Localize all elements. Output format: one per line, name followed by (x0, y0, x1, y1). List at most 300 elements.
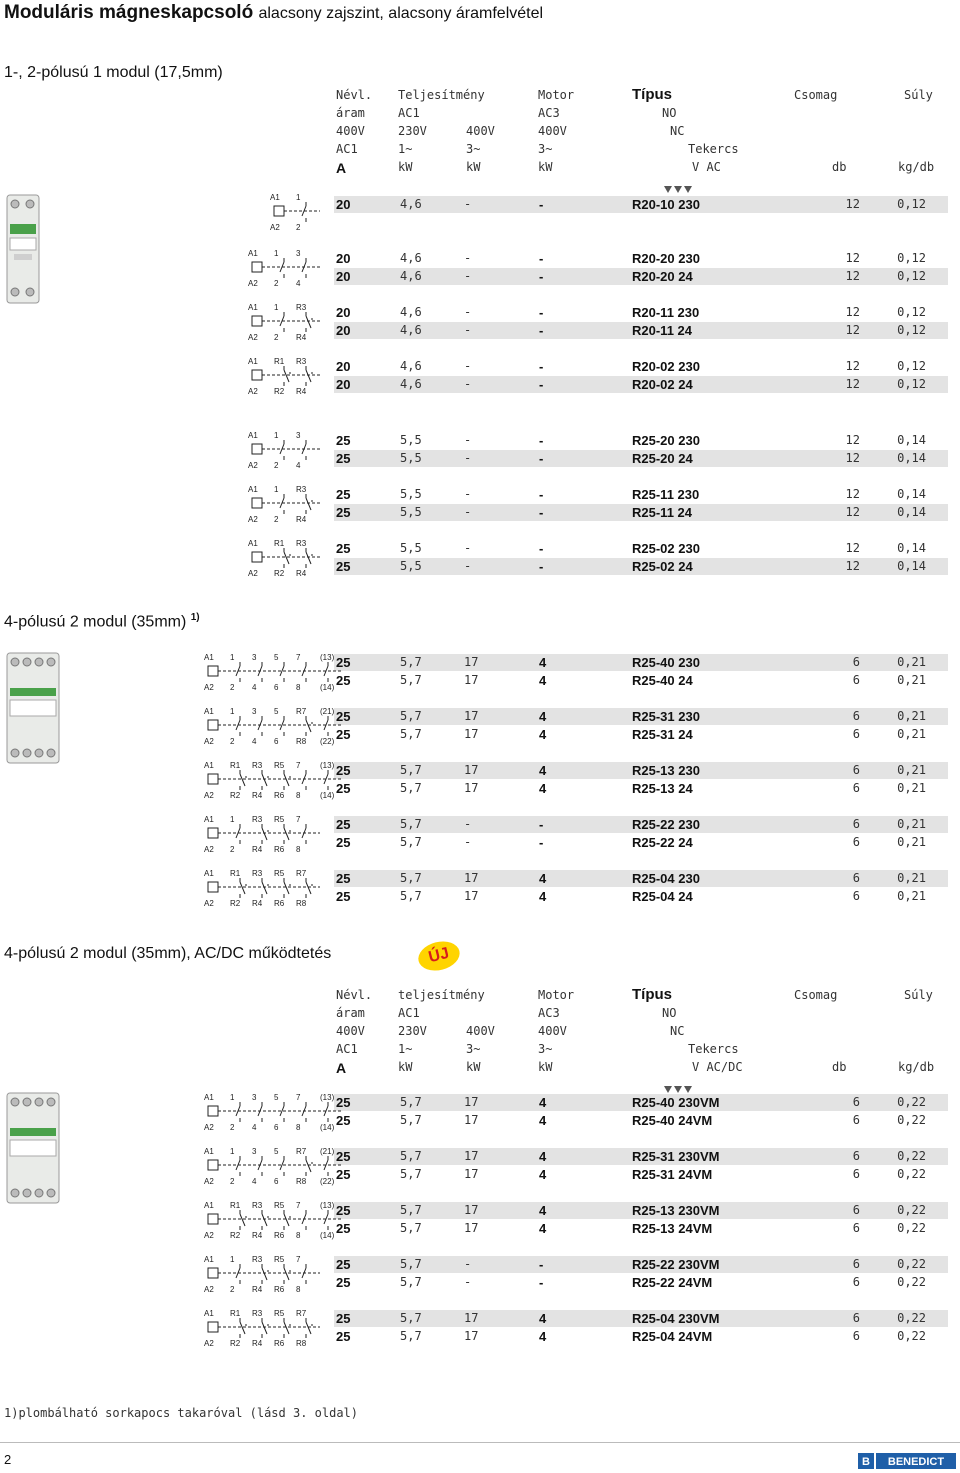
cell-qty: 12 (845, 269, 860, 283)
cell-amp: 25 (336, 433, 351, 448)
cell-wt: 0,12 (897, 377, 926, 391)
diagram-terminal-label: R6 (274, 845, 285, 854)
diagram-line (306, 882, 311, 894)
header-col3-line: 400V (466, 124, 495, 138)
cell-p2: 17 (464, 1329, 479, 1343)
header-col4-line: AC3 (538, 1006, 560, 1020)
cell-amp: 20 (336, 251, 351, 266)
diagram-line (306, 720, 311, 732)
header-col3-line: 3~ (466, 142, 481, 156)
header-col4-line: kW (538, 1060, 553, 1074)
cell-wt: 0,22 (897, 1221, 926, 1235)
cell-p2: - (464, 269, 472, 283)
diagram-terminal-label: R2 (230, 1339, 241, 1348)
cell-wt: 0,22 (897, 1203, 926, 1217)
cell-qty: 6 (852, 763, 860, 777)
header-col2-line: kW (398, 1060, 413, 1074)
cell-wt: 0,14 (897, 451, 926, 465)
diagram-terminal-label: 2 (230, 1285, 235, 1294)
table-row (334, 450, 948, 467)
cell-qty: 6 (852, 1275, 860, 1289)
diagram-line (240, 882, 245, 894)
table-row (334, 1202, 948, 1219)
diagram-terminal-label: (14) (320, 1231, 335, 1240)
cell-wt: 0,21 (897, 835, 926, 849)
cell-wt: 0,14 (897, 541, 926, 555)
table-row (334, 358, 948, 375)
diagram-terminal-label: A1 (248, 357, 258, 366)
cell-p1: 4,6 (400, 305, 422, 319)
header-col3-line: kW (466, 1060, 481, 1074)
header-type-line: NO (662, 106, 677, 120)
header-col1-line: áram (336, 1006, 365, 1020)
header-col1-line: 400V (336, 1024, 365, 1038)
diagram-terminal-label: A1 (248, 485, 258, 494)
diagram-terminal-label: A2 (270, 223, 280, 232)
section-title-text: 1-, 2-pólusú 1 modul (17,5mm) (4, 64, 223, 81)
coil-symbol (208, 1160, 218, 1170)
diagram-terminal-label: R4 (252, 1339, 263, 1348)
table-row (334, 1112, 948, 1129)
cell-amp: 25 (336, 559, 351, 574)
header-col2-line: kW (398, 160, 413, 174)
cell-wt: 0,22 (897, 1095, 926, 1109)
cell-typ: R25-20 24 (632, 451, 693, 466)
diagram-terminal-label: R5 (274, 1309, 285, 1318)
cell-wt: 0,21 (897, 727, 926, 741)
diagram-terminal-label: R4 (252, 899, 263, 908)
cell-qty: 6 (852, 817, 860, 831)
table-row (334, 196, 948, 213)
diagram-terminal-label: 6 (274, 1123, 279, 1132)
header-col2-line: AC1 (398, 106, 420, 120)
diagram-terminal-label: R4 (252, 1231, 263, 1240)
diagram-terminal-label: A1 (204, 1147, 214, 1156)
cell-amp: 25 (336, 1149, 351, 1164)
header-col4-line: Motor (538, 88, 575, 102)
product-image-2-module (6, 652, 60, 764)
diagram-terminal-label: A1 (204, 653, 214, 662)
cell-wt: 0,12 (897, 323, 926, 337)
table-row (334, 1148, 948, 1165)
new-badge: ÚJ (415, 937, 463, 974)
diagram-terminal-label: A1 (204, 1309, 214, 1318)
diagram-terminal-label: A1 (248, 431, 258, 440)
diagram-terminal-label: R1 (274, 357, 285, 366)
diagram-line (306, 498, 311, 510)
cell-typ: R25-13 230VM (632, 1203, 720, 1218)
svg-text:B: B (862, 1456, 870, 1468)
diagram-terminal-label: A1 (248, 249, 258, 258)
header-type-line: NC (670, 1024, 685, 1038)
title-subtitle: alacsony zajszint, alacsony áramfelvétel (258, 5, 544, 22)
header-col2-line: 1~ (398, 142, 413, 156)
header-col2-line: AC1 (398, 1006, 420, 1020)
cell-p1: 5,5 (400, 559, 422, 573)
diagram-terminal-label: R1 (230, 1309, 241, 1318)
header-col4-line: 3~ (538, 142, 553, 156)
diagram-terminal-label: A2 (248, 279, 258, 288)
cell-qty: 12 (845, 305, 860, 319)
cell-qty: 6 (852, 1257, 860, 1271)
diagram-terminal-label: R5 (274, 761, 285, 770)
diagram-terminal-label: 2 (230, 737, 235, 746)
diagram-terminal-label: (13) (320, 653, 335, 662)
header-type-line: V AC/DC (692, 1060, 743, 1074)
cell-mot: - (539, 305, 544, 320)
cell-p1: 5,7 (400, 655, 422, 669)
header-col1-line: Névl. (336, 988, 373, 1002)
table-row (334, 504, 948, 521)
header-arrow-icon (684, 1086, 692, 1093)
diagram-terminal-label: R4 (296, 515, 307, 524)
diagram-terminal-label: A2 (204, 899, 214, 908)
coil-symbol (208, 882, 218, 892)
cell-mot: - (539, 835, 544, 850)
cell-p1: 4,6 (400, 269, 422, 283)
cell-mot: 4 (539, 709, 547, 724)
contact-diagram (204, 1308, 324, 1348)
cell-wt: 0,12 (897, 269, 926, 283)
diagram-terminal-label: (14) (320, 1123, 335, 1132)
diagram-line (240, 1322, 245, 1334)
table-row (334, 672, 948, 689)
diagram-terminal-label: R6 (274, 791, 285, 800)
header-col3-line: 3~ (466, 1042, 481, 1056)
diagram-terminal-label: 4 (296, 461, 301, 470)
cell-qty: 12 (845, 433, 860, 447)
diagram-terminal-label: R6 (274, 1339, 285, 1348)
coil-symbol (208, 774, 218, 784)
diagram-terminal-label: 8 (296, 683, 301, 692)
cell-qty: 6 (852, 1095, 860, 1109)
diagram-terminal-label: (13) (320, 1093, 335, 1102)
diagram-terminal-label: 8 (296, 791, 301, 800)
diagram-terminal-label: A2 (204, 1285, 214, 1294)
header-arrow-icon (664, 1086, 672, 1093)
diagram-terminal-label: R2 (230, 899, 241, 908)
header-col1-line: AC1 (336, 1042, 358, 1056)
header-weight-unit: kg/db (898, 1060, 935, 1074)
coil-symbol (274, 206, 284, 216)
diagram-terminal-label: R3 (296, 303, 307, 312)
table-row (334, 780, 948, 797)
cell-mot: 4 (539, 1221, 547, 1236)
diagram-terminal-label: A2 (248, 515, 258, 524)
table-row (334, 1274, 948, 1291)
cell-mot: - (539, 1257, 544, 1272)
cell-qty: 12 (845, 505, 860, 519)
diagram-line (284, 370, 289, 382)
cell-p1: 5,7 (400, 781, 422, 795)
cell-p1: 5,5 (400, 505, 422, 519)
cell-typ: R25-20 230 (632, 433, 700, 448)
cell-p1: 5,7 (400, 1113, 422, 1127)
cell-p2: - (464, 433, 472, 447)
footnote: 1)plombálható sorkapocs takaróval (lásd 3. oldal) (4, 1406, 359, 1420)
cell-p2: 17 (464, 1167, 479, 1181)
diagram-terminal-label: R8 (296, 1177, 307, 1186)
cell-qty: 6 (852, 655, 860, 669)
diagram-line (284, 1268, 289, 1280)
diagram-terminal-label: R7 (296, 1309, 307, 1318)
table-row (334, 834, 948, 851)
diagram-line (262, 882, 267, 894)
cell-p2: - (464, 377, 472, 391)
cell-p2: - (464, 505, 472, 519)
cell-typ: R20-02 24 (632, 377, 693, 392)
contact-diagram (204, 706, 346, 746)
diagram-terminal-label: 1 (230, 1147, 235, 1156)
cell-amp: 25 (336, 763, 351, 778)
cell-p1: 4,6 (400, 251, 422, 265)
cell-typ: R25-40 230VM (632, 1095, 720, 1110)
coil-symbol (208, 828, 218, 838)
cell-p2: - (464, 359, 472, 373)
diagram-terminal-label: R1 (230, 1201, 241, 1210)
diagram-line (284, 552, 289, 564)
cell-mot: 4 (539, 1167, 547, 1182)
header-col4-line: 400V (538, 124, 567, 138)
cell-p2: 17 (464, 655, 479, 669)
header-col2-line: 1~ (398, 1042, 413, 1056)
cell-qty: 6 (852, 1167, 860, 1181)
cell-typ: R25-04 230VM (632, 1311, 720, 1326)
cell-amp: 25 (336, 1329, 351, 1344)
header-type-line: Típus (632, 986, 672, 1003)
coil-symbol (208, 1106, 218, 1116)
cell-mot: - (539, 251, 544, 266)
cell-typ: R25-31 24 (632, 727, 693, 742)
cell-p1: 5,7 (400, 1311, 422, 1325)
cell-p1: 5,7 (400, 709, 422, 723)
table-row (334, 1166, 948, 1183)
diagram-terminal-label: R2 (274, 569, 285, 578)
diagram-terminal-label: R1 (274, 539, 285, 548)
diagram-terminal-label: 2 (230, 1123, 235, 1132)
diagram-line (262, 1214, 267, 1226)
table-row (334, 1094, 948, 1111)
cell-amp: 20 (336, 323, 351, 338)
cell-p1: 5,7 (400, 727, 422, 741)
table-row (334, 888, 948, 905)
cell-p1: 5,7 (400, 763, 422, 777)
cell-wt: 0,22 (897, 1149, 926, 1163)
diagram-terminal-label: R8 (296, 737, 307, 746)
diagram-terminal-label: R3 (296, 357, 307, 366)
cell-typ: R25-11 24 (632, 505, 692, 520)
cell-p1: 4,6 (400, 377, 422, 391)
diagram-terminal-label: 5 (274, 653, 279, 662)
diagram-terminal-label: A1 (204, 1093, 214, 1102)
diagram-terminal-label: R6 (274, 1285, 285, 1294)
header-arrow-icon (674, 1086, 682, 1093)
cell-typ: R25-02 24 (632, 559, 693, 574)
cell-p1: 4,6 (400, 197, 422, 211)
diagram-terminal-label: (22) (320, 737, 335, 746)
cell-p2: - (464, 323, 472, 337)
cell-qty: 12 (845, 451, 860, 465)
cell-mot: 4 (539, 871, 547, 886)
diagram-terminal-label: 5 (274, 1147, 279, 1156)
contact-diagram (204, 868, 324, 908)
cell-amp: 20 (336, 269, 351, 284)
diagram-terminal-label: 3 (252, 707, 257, 716)
diagram-terminal-label: 3 (252, 1093, 257, 1102)
diagram-terminal-label: R3 (296, 485, 307, 494)
cell-wt: 0,14 (897, 559, 926, 573)
cell-p1: 5,5 (400, 451, 422, 465)
cell-amp: 25 (336, 655, 351, 670)
diagram-terminal-label: R5 (274, 1201, 285, 1210)
cell-p2: - (464, 197, 472, 211)
cell-mot: - (539, 817, 544, 832)
cell-mot: 4 (539, 889, 547, 904)
diagram-terminal-label: (21) (320, 1147, 335, 1156)
cell-amp: 25 (336, 1167, 351, 1182)
cell-amp: 25 (336, 487, 351, 502)
header-col1-line: Névl. (336, 88, 373, 102)
cell-p2: 17 (464, 1149, 479, 1163)
cell-amp: 25 (336, 1221, 351, 1236)
table-row (334, 322, 948, 339)
cell-mot: - (539, 1275, 544, 1290)
cell-typ: R20-11 24 (632, 323, 692, 338)
cell-p2: 17 (464, 763, 479, 777)
cell-p1: 5,7 (400, 673, 422, 687)
cell-qty: 6 (852, 781, 860, 795)
cell-wt: 0,12 (897, 197, 926, 211)
cell-typ: R25-04 230 (632, 871, 700, 886)
table-row (334, 1220, 948, 1237)
cell-typ: R25-04 24VM (632, 1329, 713, 1344)
cell-typ: R25-40 230 (632, 655, 700, 670)
diagram-terminal-label: (14) (320, 791, 335, 800)
cell-amp: 25 (336, 541, 351, 556)
section-title-text: 4-pólusú 2 modul (35mm) (4, 613, 187, 631)
header-type-line: V AC (692, 160, 721, 174)
cell-p2: 17 (464, 781, 479, 795)
diagram-terminal-label: R3 (252, 1309, 263, 1318)
diagram-terminal-label: R5 (274, 815, 285, 824)
cell-wt: 0,14 (897, 433, 926, 447)
cell-mot: - (539, 541, 544, 556)
footnote-ref: 1) (190, 612, 200, 623)
header-weight-unit: kg/db (898, 160, 935, 174)
cell-qty: 6 (852, 889, 860, 903)
section-title-2 (4, 612, 200, 631)
cell-p1: 5,7 (400, 817, 422, 831)
diagram-terminal-label: A2 (204, 683, 214, 692)
header-col2-line: teljesítmény (398, 988, 485, 1002)
contact-diagram (248, 430, 324, 470)
header-col3-line: kW (466, 160, 481, 174)
cell-wt: 0,12 (897, 251, 926, 265)
diagram-line (284, 1214, 289, 1226)
cell-qty: 12 (845, 251, 860, 265)
cell-amp: 25 (336, 1095, 351, 1110)
header-pack-unit: db (832, 160, 847, 174)
contact-diagram (204, 1254, 324, 1294)
cell-p2: 17 (464, 709, 479, 723)
table-row (334, 376, 948, 393)
cell-mot: 4 (539, 673, 547, 688)
cell-mot: 4 (539, 781, 547, 796)
cell-amp: 25 (336, 709, 351, 724)
diagram-terminal-label: 3 (296, 431, 301, 440)
diagram-line (262, 1268, 267, 1280)
diagram-terminal-label: A1 (204, 1201, 214, 1210)
table-row (334, 432, 948, 449)
diagram-terminal-label: 7 (296, 1093, 301, 1102)
page-title (4, 2, 543, 24)
header-pack-unit: db (832, 1060, 847, 1074)
cell-qty: 12 (845, 359, 860, 373)
diagram-terminal-label: A2 (248, 569, 258, 578)
header-col3-line: 400V (466, 1024, 495, 1038)
diagram-line (284, 828, 289, 840)
diagram-terminal-label: A2 (204, 1231, 214, 1240)
cell-typ: R25-40 24 (632, 673, 693, 688)
table-row (334, 486, 948, 503)
cell-typ: R20-11 230 (632, 305, 700, 320)
coil-symbol (252, 262, 262, 272)
cell-p1: 4,6 (400, 359, 422, 373)
contact-diagram (248, 356, 324, 396)
cell-p1: 5,7 (400, 1329, 422, 1343)
header-col2-line: Teljesítmény (398, 88, 485, 102)
diagram-line (306, 1160, 311, 1172)
cell-amp: 25 (336, 871, 351, 886)
diagram-terminal-label: (21) (320, 707, 335, 716)
cell-typ: R25-40 24VM (632, 1113, 713, 1128)
cell-amp: 25 (336, 727, 351, 742)
cell-p1: 5,7 (400, 1275, 422, 1289)
header-col1-line: áram (336, 106, 365, 120)
cell-typ: R25-13 230 (632, 763, 700, 778)
section-title-3 (4, 945, 331, 963)
cell-typ: R25-04 24 (632, 889, 693, 904)
cell-amp: 25 (336, 835, 351, 850)
cell-p1: 5,5 (400, 487, 422, 501)
contact-diagram (204, 814, 324, 854)
cell-amp: 20 (336, 197, 351, 212)
diagram-terminal-label: R2 (230, 791, 241, 800)
cell-typ: R20-10 230 (632, 197, 700, 212)
cell-amp: 25 (336, 1203, 351, 1218)
cell-p2: 17 (464, 1113, 479, 1127)
coil-symbol (208, 1214, 218, 1224)
cell-p2: 17 (464, 673, 479, 687)
cell-qty: 6 (852, 1221, 860, 1235)
header-col4-line: kW (538, 160, 553, 174)
diagram-terminal-label: 1 (274, 249, 279, 258)
cell-mot: 4 (539, 763, 547, 778)
contact-diagram (248, 248, 324, 288)
cell-mot: - (539, 323, 544, 338)
cell-wt: 0,21 (897, 655, 926, 669)
diagram-terminal-label: R4 (252, 1285, 263, 1294)
cell-wt: 0,21 (897, 871, 926, 885)
contact-diagram (204, 1200, 346, 1240)
contact-diagram (248, 538, 324, 578)
cell-typ: R20-20 24 (632, 269, 693, 284)
diagram-line (240, 774, 245, 786)
table-row (334, 726, 948, 743)
diagram-terminal-label: A1 (248, 303, 258, 312)
diagram-terminal-label: R2 (274, 387, 285, 396)
header-col1-line: AC1 (336, 142, 358, 156)
